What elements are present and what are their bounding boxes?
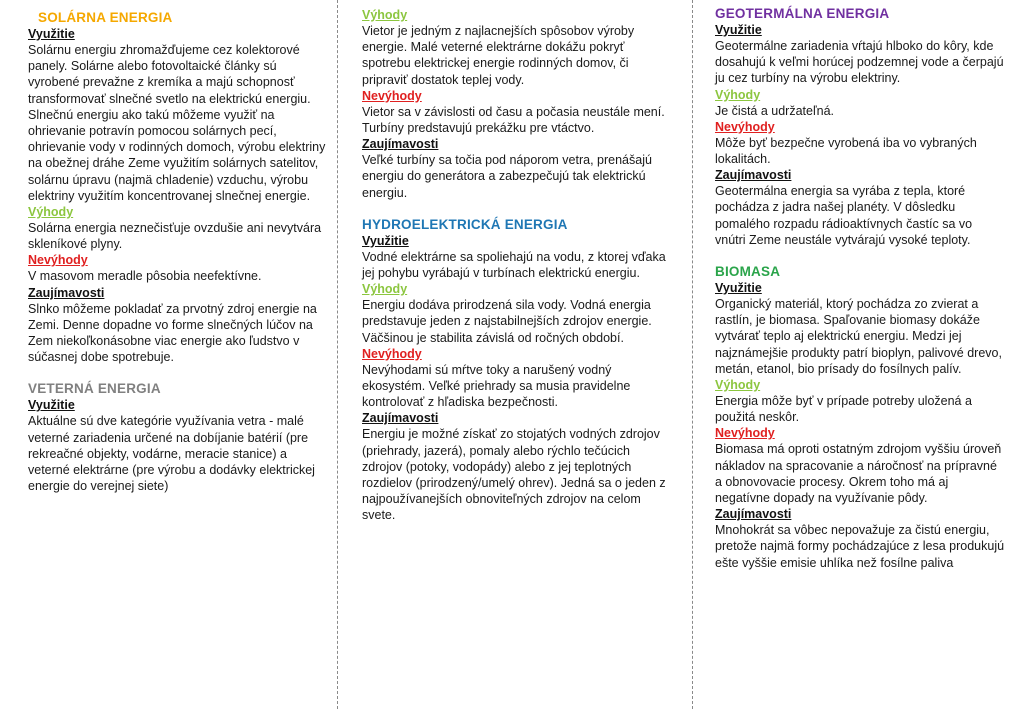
hydro-disadvantages-heading: Nevýhody	[362, 346, 422, 361]
bio-advantages-text: Energia môže byť v prípade potreby uložená a použitá neskôr.	[715, 394, 972, 425]
wind-curiosities-text: Veľké turbíny sa točia pod náporom vetra, prenášajú energiu do generátora a zabezpečujú tak elektrickú energiu.	[362, 153, 652, 200]
geo-usage-heading: Využitie	[715, 23, 762, 37]
solar-curiosities-heading: Zaujímavosti	[28, 285, 105, 300]
spacer	[362, 201, 667, 217]
spacer	[715, 248, 1005, 264]
hydro-usage-heading: Využitie	[362, 233, 409, 248]
fold-line-left	[337, 0, 338, 709]
hydro-title: HYDROELEKTRICKÁ ENERGIA	[362, 216, 568, 232]
hydro-curiosities-heading: Zaujímavosti	[362, 411, 439, 426]
bio-title: BIOMASA	[715, 264, 781, 280]
wind-usage-text: Aktuálne sú dve kategórie využívania vetra - malé veterné zariadenia určené na dobíjanie batérií (pre rekreačné objekty, vodárne, meracie stanice) a veterné elektrárne (pre výrobu a dodávky elektrickej energie do verejnej siete)	[28, 414, 315, 494]
wind-usage-heading: Využitie	[28, 398, 75, 413]
hydro-advantages-heading: Výhody	[362, 282, 408, 297]
column-middle	[362, 0, 667, 709]
bio-disadvantages-text: Biomasa má oproti ostatným zdrojom vyššiu úroveň nákladov na spracovanie a náročnosť na prípravné a obnovovacie procesy. Okrem toho má aj negatívne dopady na využívanie pôdy.	[715, 442, 1002, 506]
hydro-curiosities-text: Energiu je možné získať zo stojatých vodných zdrojov (priehrady, jazerá), pomaly alebo rýchlo tečúcich zdrojov (potoky, vodopády) alebo z jej teplotných rozdielov (prirodzený/umelý ohrev). Jedná sa o jeden z najpoužívanejších obnoviteľných zdrojov na celom svete.	[362, 427, 666, 523]
solar-advantages-heading: Výhody	[28, 205, 74, 220]
hydro-disadvantages-text: Nevýhodami sú mŕtve toky a narušený vodný ekosystém. Veľké priehrady sa musia pravidelne kontrolovať z hľadiska bezpečnosti.	[362, 362, 631, 410]
fold-line-right	[692, 0, 693, 709]
solar-curiosities-text: Slnko môžeme pokladať za prvotný zdroj energie na Zemi. Denne dopadne vo forme slnečných lúčov na Zem niekoľkonásobne viac energie ako ľudstvo v súčasnej dobe spotrebuje.	[28, 301, 317, 365]
wind-curiosities-heading: Zaujímavosti	[362, 137, 439, 152]
bio-usage-heading: Využitie	[715, 281, 762, 296]
solar-title: SOLÁRNA ENERGIA	[38, 10, 173, 25]
wind-disadvantages-heading: Nevýhody	[362, 88, 422, 103]
hydro-advantages-text: Energiu dodáva prirodzená sila vody. Vodná energia predstavuje jeden z najstabilnejších zdrojov energie. Väčšinou je stabilita závislá od ročných období.	[362, 298, 652, 345]
geo-advantages-text: Je čistá a udržateľná.	[715, 103, 834, 118]
solar-usage-text-3: ohrievanie vody v rodinných domoch, výrobu elektriny na obežnej dráhe Zeme využitím solárnych satelitov, solárnu úpravu (najmä chladenie) vzduchu, výrobu elektriny využitím koncentrovanej slnečnej energie.	[28, 140, 326, 203]
wind-disadvantages-text: Vietor sa v závislosti od času a počasia neustále mení. Turbíny predstavujú prekážku pre vtáctvo.	[362, 104, 665, 136]
solar-usage-text: Solárnu energiu zhromažďujeme cez kolektorové panely. Solárne alebo fotovoltaické články sú vyrobené prevažne z kremíka a majú schopnosť transformovať slnečné svetlo na elektrickú energiu.	[28, 43, 311, 106]
geo-curiosities-text: Geotermálna energia sa vyrába z tepla, ktoré pochádza z jadra našej planéty. V dôsledku pomalého rozpadu rádioaktívnych častíc sa vo vnútri Zeme neustále vytvárajú vysoké teploty.	[715, 184, 973, 247]
bio-curiosities-heading: Zaujímavosti	[715, 507, 792, 522]
geo-disadvantages-text: Môže byť bezpečne vyrobená iba vo vybraných lokalitách.	[715, 135, 977, 167]
geo-usage-text: Geotermálne zariadenia vŕtajú hlboko do kôry, kde dosahujú k veľmi horúcej podzemnej vode a čerpajú ju cez turbíny na výrobu elektriny.	[715, 39, 1004, 86]
bio-advantages-heading: Výhody	[715, 378, 761, 393]
solar-usage-heading: Využitie	[28, 27, 75, 41]
geo-curiosities-heading: Zaujímavosti	[715, 168, 792, 183]
bio-curiosities-text: Mnohokrát sa vôbec nepovažuje za čistú energiu, pretože najmä formy pochádzajúce z lesa produkujú ešte vyššie emisie uhlíka než fosílne paliva	[715, 523, 1005, 570]
bio-disadvantages-heading: Nevýhody	[715, 426, 775, 441]
wind-advantages-heading: Výhody	[362, 8, 408, 22]
geo-advantages-heading: Výhody	[715, 87, 761, 102]
bio-usage-text: Organický materiál, ktorý pochádza zo zvierat a rastlín, je biomasa. Spaľovanie biomasy dokáže vytvárať teplo aj elektrickú energiu. Medzi jej najznámejšie produkty patrí bioplyn, palivové drevo, metán, etanol, bio prísady do fosílnych palív.	[715, 297, 1002, 376]
hydro-usage-text: Vodné elektrárne sa spoliehajú na vodu, z ktorej vďaka jej pohybu vyrábajú v turbínach elektrickú energiu.	[362, 249, 666, 281]
spacer	[28, 365, 328, 381]
solar-advantages-text: Solárna energia neznečisťuje ovzdušie ani nevytvára skleníkové plyny.	[28, 221, 322, 252]
solar-disadvantages-heading: Nevýhody	[28, 253, 88, 268]
column-left	[28, 0, 328, 709]
column-right	[715, 0, 1005, 709]
solar-usage-text-2: Slnečnú energiu ako takú môžeme využiť na ohrievanie potravín pomocou solárnych pecí,	[28, 107, 277, 139]
wind-advantages-text: Vietor je jedným z najlacnejších spôsobov výroby energie. Malé veterné elektrárne dokážu pokryť spotrebu elektrickej energie rodinných domov, či pripraviť dostatok teplej vody.	[362, 24, 635, 87]
geo-title: GEOTERMÁLNA ENERGIA	[715, 6, 890, 21]
geo-disadvantages-heading: Nevýhody	[715, 119, 775, 134]
solar-disadvantages-text: V masovom meradle pôsobia neefektívne.	[28, 269, 262, 284]
wind-title: VETERNÁ ENERGIA	[28, 381, 161, 397]
